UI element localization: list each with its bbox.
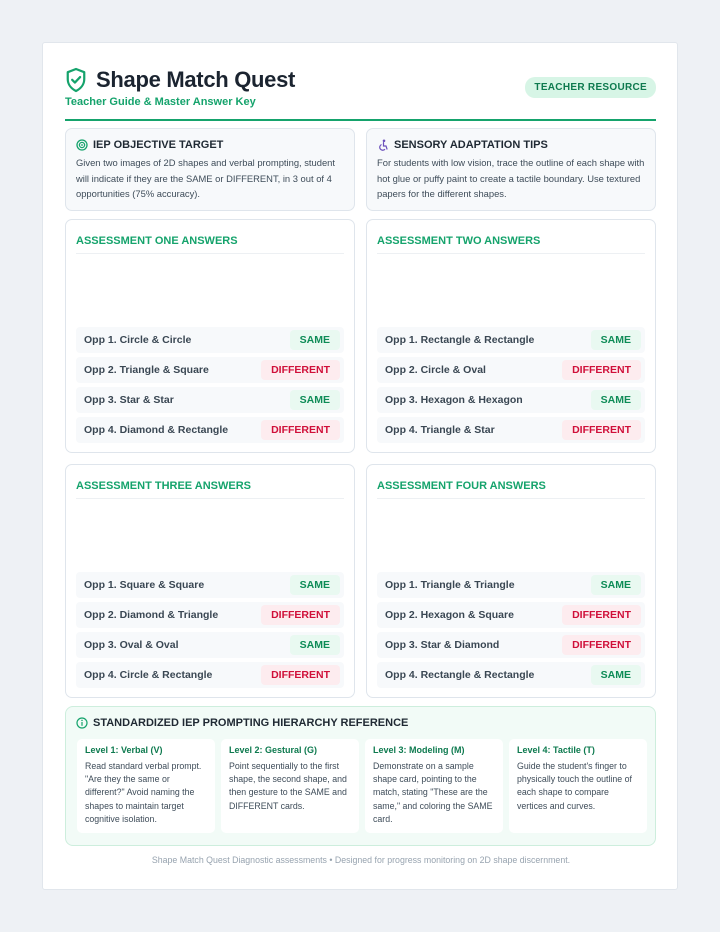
opportunity-label: Opp 1. Rectangle & Rectangle (385, 334, 535, 346)
different-answer-badge: DIFFERENT (562, 605, 641, 625)
assessment-title: ASSESSMENT THREE ANSWERS (76, 480, 344, 499)
different-answer-badge: DIFFERENT (562, 635, 641, 655)
sensory-title: SENSORY ADAPTATION TIPS (394, 139, 548, 151)
prompt-level-title: Level 4: Tactile (T) (517, 745, 595, 755)
answer-row (377, 602, 645, 628)
same-answer-badge: SAME (591, 575, 641, 595)
page-subtitle: Teacher Guide & Master Answer Key (65, 96, 256, 108)
prompt-level-card (77, 739, 215, 833)
prompt-level-title: Level 2: Gestural (G) (229, 745, 318, 755)
assessment-title: ASSESSMENT ONE ANSWERS (76, 235, 344, 254)
answer-list (76, 327, 344, 447)
opportunity-label: Opp 1. Square & Square (84, 579, 205, 591)
prompting-header (76, 717, 408, 729)
answer-row (377, 572, 645, 598)
answer-row (76, 662, 344, 688)
different-answer-badge: DIFFERENT (261, 665, 340, 685)
answer-row (76, 357, 344, 383)
answer-row (377, 662, 645, 688)
opportunity-label: Opp 3. Star & Diamond (385, 639, 500, 651)
opportunity-label: Opp 4. Circle & Rectangle (84, 669, 213, 681)
page-footer: Shape Match Quest Diagnostic assessments • Designed for progress monitoring on 2D shape discernment. (151, 855, 571, 865)
sensory-card (366, 128, 656, 211)
sensory-body: For students with low vision, trace the outline of each shape with hot glue or puffy paint to create a tactile boundary. Use textured papers for the different shapes. (377, 157, 645, 199)
answer-row (377, 417, 645, 443)
opportunity-label: Opp 2. Circle & Oval (385, 364, 486, 376)
same-answer-badge: SAME (591, 390, 641, 410)
prompt-level-card (365, 739, 503, 833)
different-answer-badge: DIFFERENT (261, 605, 340, 625)
assessment-title: ASSESSMENT FOUR ANSWERS (377, 480, 645, 499)
same-answer-badge: SAME (290, 390, 340, 410)
answer-list (377, 572, 645, 692)
prompting-hierarchy-panel (65, 706, 656, 846)
same-answer-badge: SAME (290, 330, 340, 350)
opportunity-label: Opp 2. Diamond & Triangle (84, 609, 219, 621)
opportunity-label: Opp 2. Hexagon & Square (385, 609, 514, 621)
assessment-card (65, 464, 355, 698)
answer-row (377, 632, 645, 658)
different-answer-badge: DIFFERENT (261, 360, 340, 380)
assessment-title: ASSESSMENT TWO ANSWERS (377, 235, 645, 254)
same-answer-badge: SAME (290, 635, 340, 655)
answer-row (76, 387, 344, 413)
teacher-resource-badge: TEACHER RESOURCE (525, 77, 656, 98)
prompt-level-body: Point sequentially to the first shape, the second shape, and then gesture to the SAME and DIFFERENT cards. (229, 761, 347, 811)
opportunity-label: Opp 4. Rectangle & Rectangle (385, 669, 535, 681)
opportunity-label: Opp 3. Hexagon & Hexagon (385, 394, 523, 406)
same-answer-badge: SAME (290, 575, 340, 595)
prompt-level-title: Level 3: Modeling (M) (373, 745, 465, 755)
answer-row (76, 632, 344, 658)
same-answer-badge: SAME (591, 330, 641, 350)
prompt-level-body: Demonstrate on a sample shape card, pointing to the match, stating "These are the same," and coloring the SAME card. (373, 761, 493, 824)
answer-row (76, 417, 344, 443)
target-icon (76, 139, 88, 151)
prompt-level-card (509, 739, 647, 833)
prompt-level-title: Level 1: Verbal (V) (85, 745, 163, 755)
answer-row (76, 327, 344, 353)
objective-card (65, 128, 355, 211)
info-icon (76, 717, 88, 729)
page-title: Shape Match Quest (96, 67, 296, 92)
opportunity-label: Opp 3. Oval & Oval (84, 639, 179, 651)
different-answer-badge: DIFFERENT (261, 420, 340, 440)
header (65, 65, 656, 121)
answer-row (76, 602, 344, 628)
different-answer-badge: DIFFERENT (562, 360, 641, 380)
assessment-card (65, 219, 355, 453)
opportunity-label: Opp 1. Circle & Circle (84, 334, 192, 346)
prompt-level-body: Read standard verbal prompt. "Are they the same or different?" Avoid naming the shapes to maintain target cognitive isolation. (85, 761, 202, 824)
assessment-card (366, 464, 656, 698)
shield-check-icon (65, 67, 87, 93)
answer-row (377, 327, 645, 353)
answer-row (377, 387, 645, 413)
objective-title: IEP OBJECTIVE TARGET (93, 139, 224, 151)
opportunity-label: Opp 1. Triangle & Triangle (385, 579, 515, 591)
accessibility-icon (377, 139, 389, 151)
opportunity-label: Opp 3. Star & Star (84, 394, 174, 406)
opportunity-label: Opp 4. Diamond & Rectangle (84, 424, 229, 436)
answer-row (76, 572, 344, 598)
prompting-title: STANDARDIZED IEP PROMPTING HIERARCHY REFERENCE (93, 717, 409, 729)
same-answer-badge: SAME (591, 665, 641, 685)
prompt-level-body: Guide the student's finger to physically touch the outline of each shape to compare vertices and curves. (517, 761, 632, 811)
title-row (65, 67, 295, 93)
sensory-header (377, 139, 645, 151)
objective-body: Given two images of 2D shapes and verbal prompting, student will indicate if they are the SAME or DIFFERENT, in 3 out of 4 opportunities (75% accuracy). (76, 157, 335, 199)
answer-list (377, 327, 645, 447)
opportunity-label: Opp 4. Triangle & Star (385, 424, 495, 436)
answer-key-page (42, 42, 678, 890)
opportunity-label: Opp 2. Triangle & Square (84, 364, 209, 376)
different-answer-badge: DIFFERENT (562, 420, 641, 440)
answer-row (377, 357, 645, 383)
assessment-card (366, 219, 656, 453)
answer-list (76, 572, 344, 692)
objective-header (76, 139, 344, 151)
prompt-level-card (221, 739, 359, 833)
